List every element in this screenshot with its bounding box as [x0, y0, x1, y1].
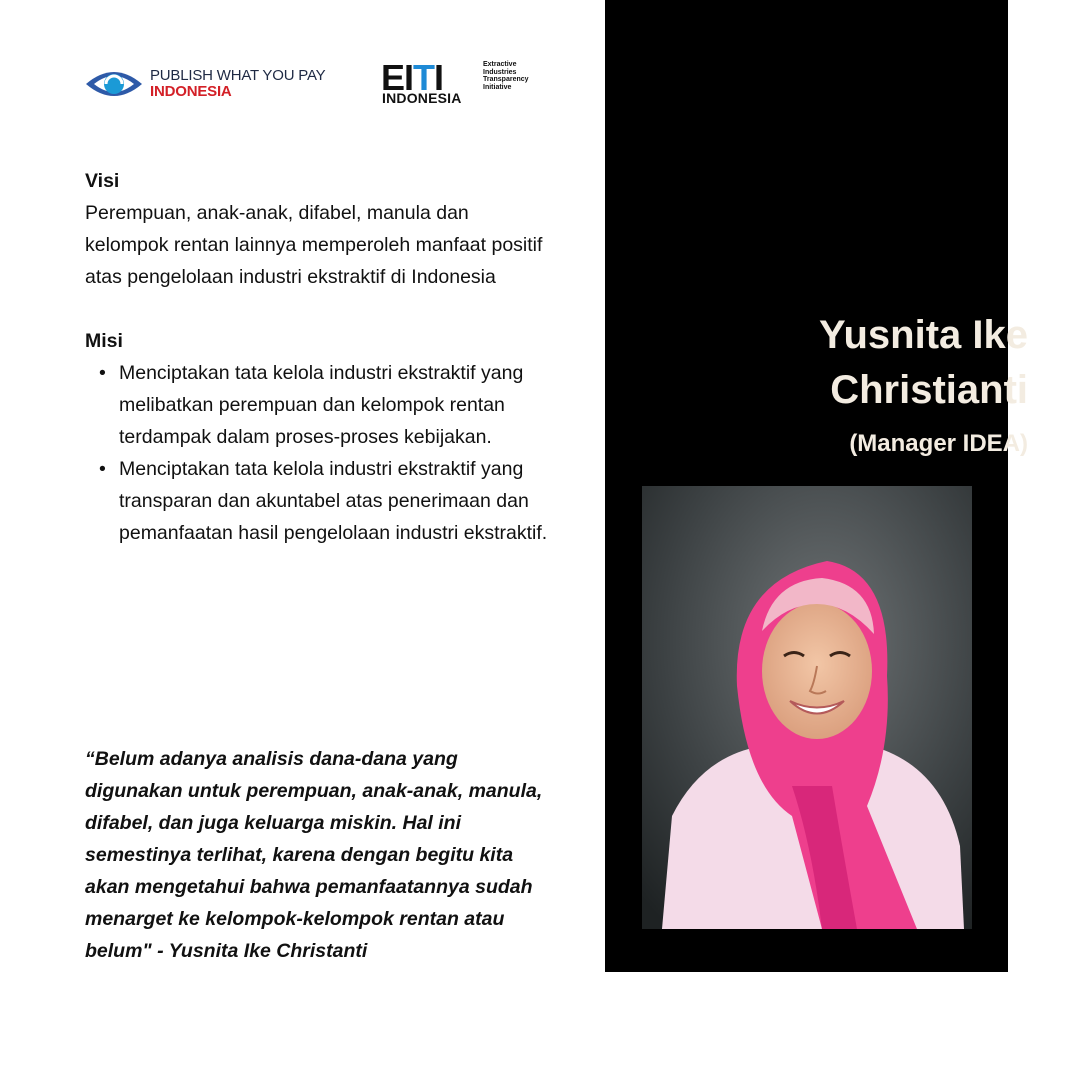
list-item: • Menciptakan tata kelola industri ekstraktif yang melibatkan perempuan dan kelompok rentan terdampak dalam proses-proses kebijakan.: [85, 357, 555, 453]
list-item: • Menciptakan tata kelola industri ekstraktif yang transparan dan akuntabel atas penerimaan dan pemanfaatan hasil pengelolaan industri ekstraktif.: [85, 453, 555, 549]
quote-text: “Belum adanya analisis dana-dana yang digunakan untuk perempuan, anak-anak, manula, difabel, dan juga keluarga miskin. Hal ini semestinya terlihat, karena dengan begitu kita akan mengetahui bahwa pemanfaatannya sudah menarget ke kelompok-kelompok rentan atau belum" - Yusnita Ike Christanti: [85, 748, 543, 962]
misi-list: [85, 357, 555, 549]
pwyp-line1: PUBLISH WHAT YOU PAY: [150, 67, 326, 84]
profile-name: Yusnita Ike Christianti: [819, 313, 1028, 412]
visi-text: Perempuan, anak-anak, difabel, manula dan kelompok rentan lainnya memperoleh manfaat positif atas pengelolaan industri ekstraktif di Indonesia: [85, 202, 543, 288]
eiti-country: INDONESIA: [382, 90, 462, 106]
eye-logo-icon: [84, 66, 144, 102]
eiti-tagline: Extractive Industries Transparency Initiative: [483, 61, 529, 91]
content-column: [85, 165, 555, 549]
pwyp-logo: [84, 64, 344, 104]
profile-photo: [642, 486, 972, 929]
eiti-logo: [381, 57, 551, 108]
visi-heading: Visi: [85, 170, 120, 192]
pwyp-line2: INDONESIA: [150, 83, 232, 100]
profile-role: (Manager IDEA): [849, 430, 1028, 457]
misi-heading: Misi: [85, 330, 123, 352]
eiti-wordmark: EITI: [381, 57, 444, 98]
